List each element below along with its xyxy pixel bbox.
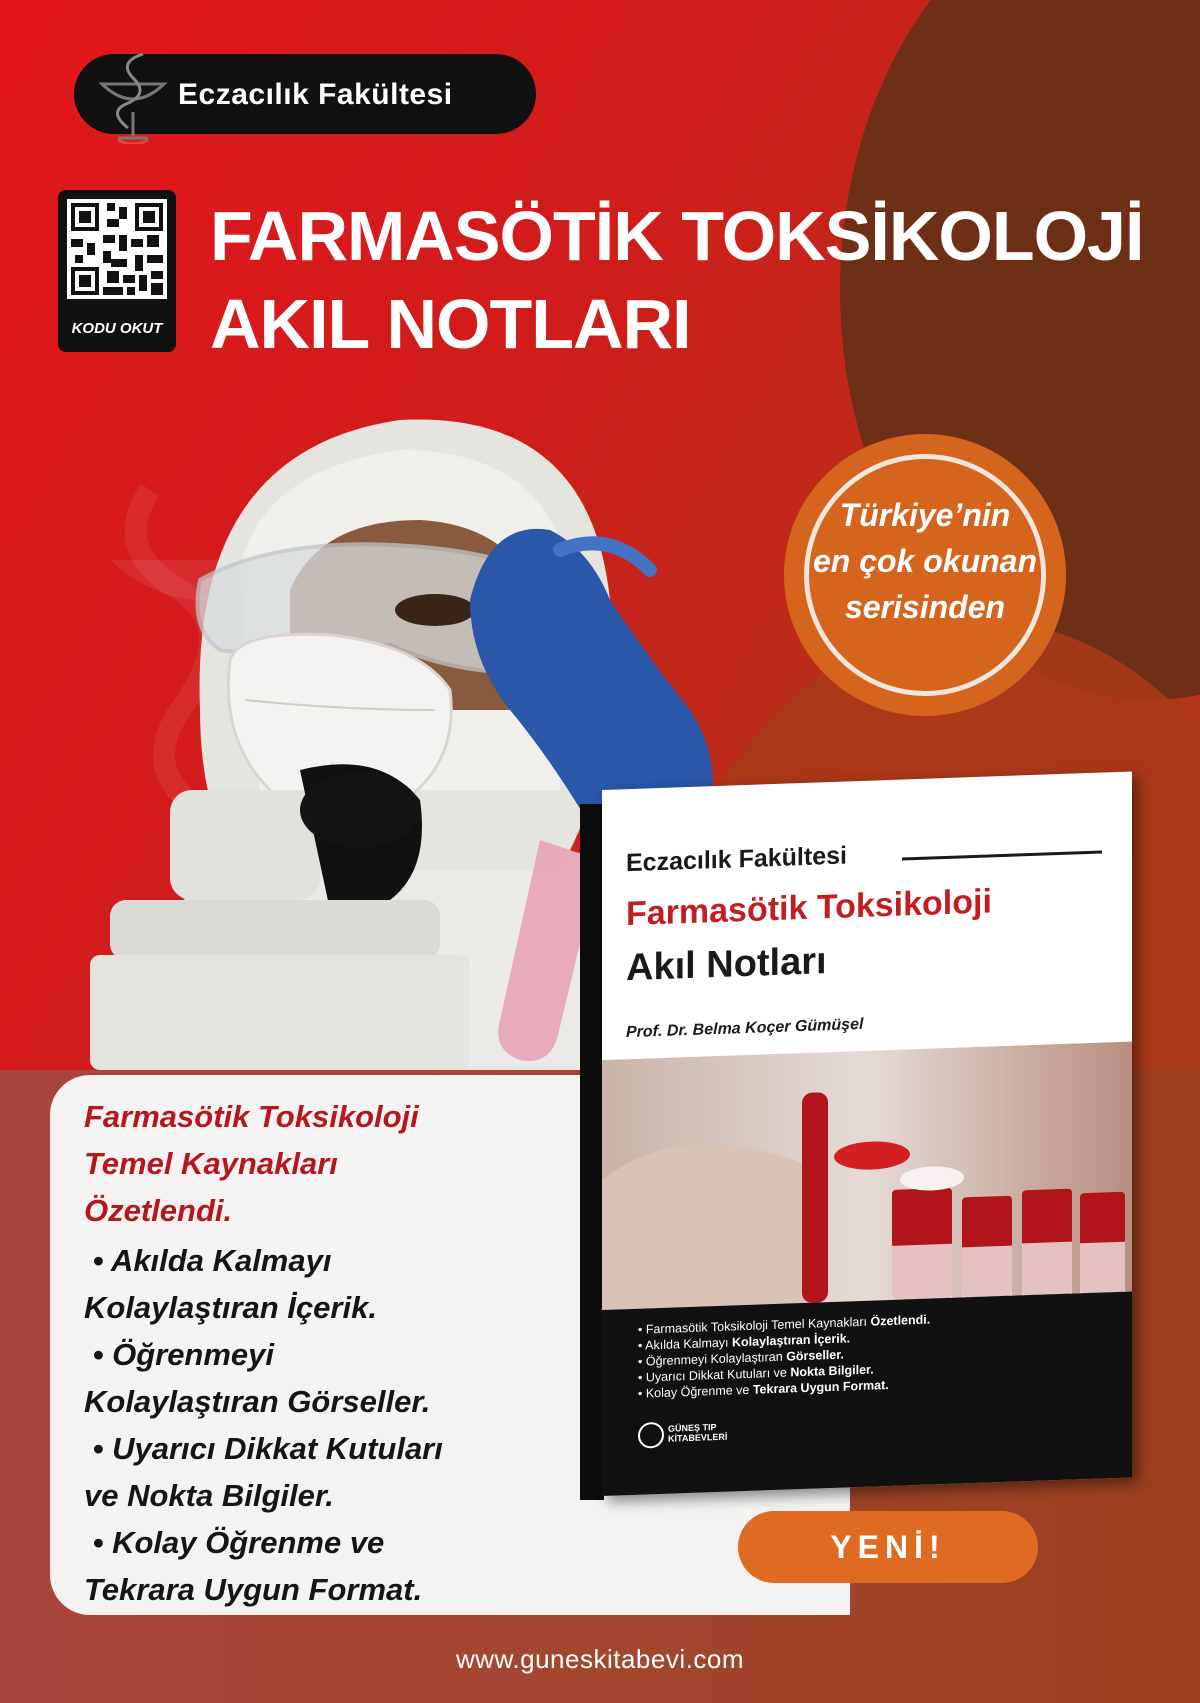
feature-line: ve Nokta Bilgiler.	[84, 1478, 334, 1513]
features-heading-line-1: Farmasötik Toksikoloji	[84, 1099, 419, 1134]
book-spine	[580, 804, 604, 1500]
book-faculty-rule	[902, 851, 1102, 861]
publisher-name	[668, 1422, 727, 1444]
book-title-line-2: Akıl Notları	[626, 940, 827, 990]
feature-line: • Akılda Kalmayı	[84, 1243, 332, 1278]
book-mockup	[580, 790, 1140, 1500]
book-bullet: • Kolay Öğrenme ve Tekrara Uygun Format.	[638, 1377, 889, 1401]
feature-line: Kolaylaştıran Görseller.	[84, 1384, 431, 1419]
features-heading	[84, 1093, 419, 1234]
faculty-label: Eczacılık Fakültesi	[178, 78, 453, 111]
feature-line: • Kolay Öğrenme ve	[84, 1525, 385, 1560]
website-link[interactable]: www.guneskitabevi.com	[456, 1644, 744, 1674]
book-bullet: • Farmasötik Toksikoloji Temel Kaynakları Özetlendi.	[638, 1312, 931, 1337]
page-title	[210, 192, 1143, 368]
book-title-line-1: Farmasötik Toksikoloji	[626, 882, 992, 934]
title-line-2: AKIL NOTLARI	[210, 285, 691, 363]
qr-code-icon	[67, 199, 167, 299]
qr-notch	[108, 308, 126, 317]
bestseller-badge	[790, 440, 1060, 710]
qr-code-box[interactable]	[58, 190, 176, 352]
features-list	[84, 1237, 443, 1613]
book-cover-image	[602, 1041, 1132, 1310]
new-button[interactable]: YENİ!	[738, 1511, 1038, 1583]
qr-label: KODU OKUT	[71, 320, 163, 337]
feature-line: • Uyarıcı Dikkat Kutuları	[84, 1431, 443, 1466]
pharmacy-bowl-icon	[88, 44, 178, 144]
title-line-1: FARMASÖTİK TOKSİKOLOJİ	[210, 197, 1144, 275]
badge-line-3: serisinden	[844, 589, 1006, 625]
book-author: Prof. Dr. Belma Koçer Gümüşel	[626, 1015, 864, 1042]
book-bullet: • Akılda Kalmayı Kolaylaştıran İçerik.	[638, 1331, 851, 1353]
book-bullets	[638, 1312, 930, 1402]
book-bullet: • Uyarıcı Dikkat Kutuları ve Nokta Bilgiler.	[638, 1362, 874, 1385]
feature-line: Tekrara Uygun Format.	[84, 1572, 423, 1607]
badge-text	[790, 492, 1060, 630]
book-cover	[602, 771, 1132, 1496]
book-faculty: Eczacılık Fakültesi	[626, 841, 847, 878]
feature-line: Kolaylaştıran İçerik.	[84, 1290, 377, 1325]
book-bullet: • Öğrenmeyi Kolaylaştıran Görseller.	[638, 1347, 844, 1369]
badge-line-2: en çok okunan	[812, 543, 1038, 579]
badge-line-1: Türkiye’nin	[839, 497, 1011, 533]
feature-line: • Öğrenmeyi	[84, 1337, 275, 1372]
features-heading-line-2: Temel Kaynakları	[84, 1146, 338, 1181]
features-heading-line-3: Özetlendi.	[84, 1193, 233, 1228]
publisher-line-1: GÜNEŞ TIP	[668, 1422, 717, 1434]
publisher-line-2: KİTABEVLERİ	[668, 1431, 728, 1444]
faculty-pill	[74, 54, 536, 134]
